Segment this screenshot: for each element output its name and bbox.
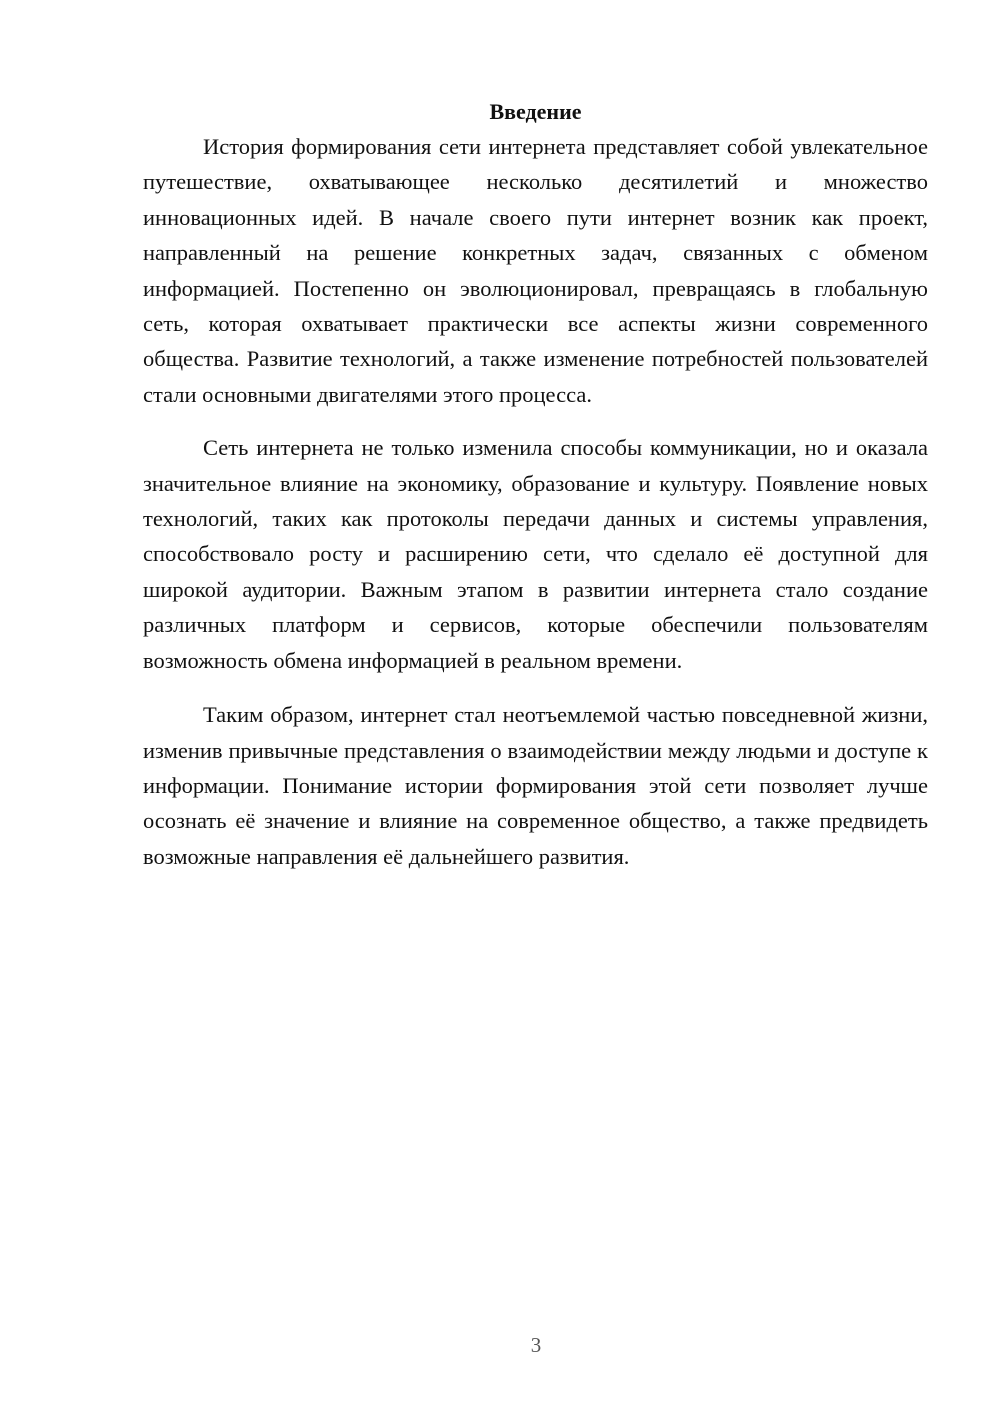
page-content <box>143 96 928 874</box>
paragraph-3: Таким образом, интернет стал неотъемлемой частью повседневной жизни, изменив привычные представления о взаимодействии между людьми и доступе к информации. Понимание истории формирования этой сети позволяет лучше осознать её значение и влияние на современное общество, а также предвидеть возможные направления её дальнейшего развития. <box>143 702 928 869</box>
section-heading: Введение <box>489 99 582 124</box>
paragraph-1: История формирования сети интернета представляет собой увлекательное путешествие, охватывающее несколько десятилетий и множество инновационных идей. В начале своего пути интернет возник как проект, направленный на решение конкретных задач, связанных с обменом информацией. Постепенно он эволюционировал, превращаясь в глобальную сеть, которая охватывает практически все аспекты жизни современного общества. Развитие технологий, а также изменение потребностей пользователей стали основными двигателями этого процесса. <box>143 134 928 407</box>
paragraph-2: Сеть интернета не только изменила способы коммуникации, но и оказала значительное влияние на экономику, образование и культуру. Появление новых технологий, таких как протоколы передачи данных и системы управления, способствовало росту и расширению сети, что сделало её доступной для широкой аудитории. Важным этапом в развитии интернета стало создание различных платформ и сервисов, которые обеспечили пользователям возможность обмена информацией в реальном времени. <box>143 435 928 673</box>
page-number: 3 <box>530 1333 542 1357</box>
